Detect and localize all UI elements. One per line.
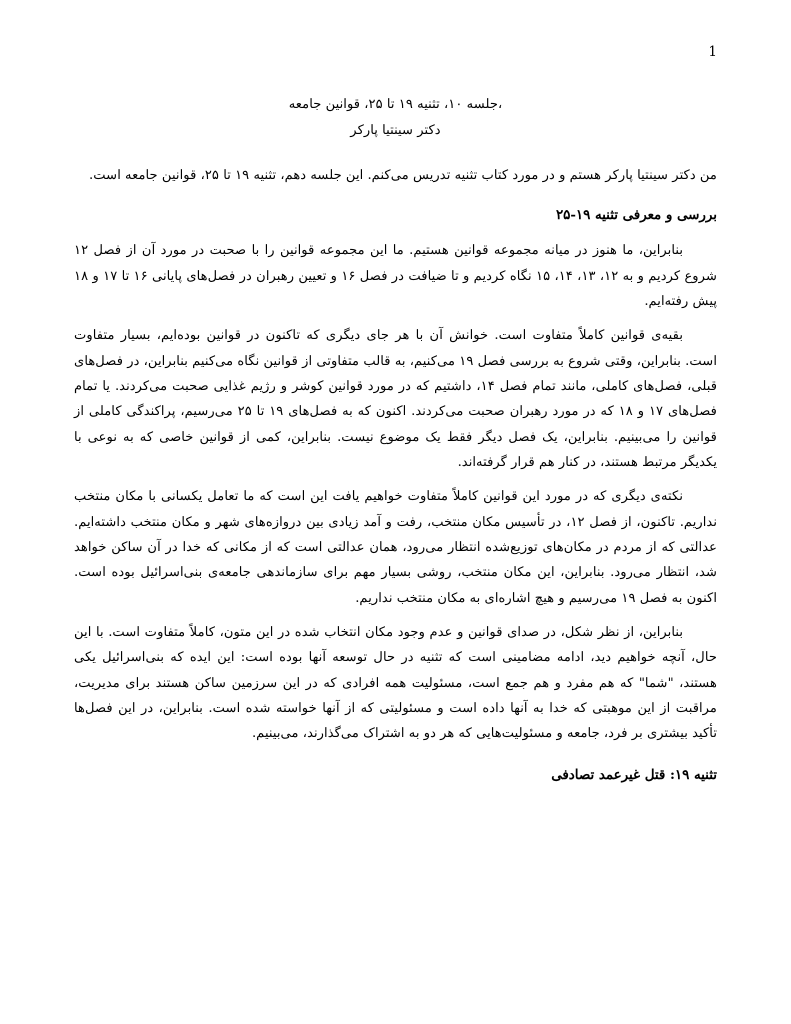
paragraph-spacer	[74, 475, 717, 484]
paragraph-1: بنابراین، ما هنوز در میانه مجموعه قوانین هستیم. ما این مجموعه قوانین را با صحبت در مورد آن از فصل ۱۲ شروع کردیم و به ۱۲، ۱۳، ۱۴، ۱۵ نگاه کردیم و تا ضیافت در فصل ۱۶ و تعیین رهبران در فصل‌های پایانی ۱۶ تا ۱۷ و ۱۸ پیش رفته‌ایم.	[74, 243, 718, 309]
intro-paragraph: من دکتر سینتیا پارکر هستم و در مورد کتاب تثنیه تدریس می‌کنم. این جلسه دهم، تثنیه ۱۹ تا ۲۵، قوانین جامعه است.	[89, 168, 717, 184]
paragraph-4: بنابراین، از نظر شکل، در صدای قوانین و عدم وجود مکان انتخاب شده در این متون، کاملاً متفاوت است. با این حال، آنچه خواهیم دید، ادامه مضامینی است که تثنیه در حال توسعه آنها بوده است: این ایده که بنی‌اسرائیل یکی هستند، "شما" که هم مفرد و هم جمع است، مسئولیت همه افرادی که در این سرزمین ساکن هستند برای مدیریت، مراقبت از این موهبتی که خدا به آنها داده است و مسئولیتی که از آنها خواسته شده است. بنابراین، در این فصل‌ها تأکید بیشتری بر فرد، جامعه و مسئولیت‌هایی که هر دو به اشتراک می‌گذارند، می‌بینیم.	[74, 625, 717, 742]
document-title-line-2: دکتر سینتیا پارکر	[350, 122, 441, 138]
paragraph-spacer	[74, 611, 717, 620]
section-heading-deuteronomy-19: تثنیه ۱۹: قتل غیرعمد تصادفی	[551, 766, 717, 783]
document-body	[74, 92, 717, 788]
paragraph-3: نکته‌ی دیگری که در مورد این قوانین کاملاً متفاوت خواهیم یافت این است که ما تعامل یکسانی با مکان منتخب نداریم. تاکنون، از فصل ۱۲، در تأسیس مکان منتخب، رفت و آمد زیادی بین دروازه‌های شهر و مکان منتخب داشته‌ایم. عدالتی که از مردم در مکان‌های توزیع‌شده انتظار می‌رود، همان عدالتی است که از مکانی که خدا در آن ساکن خواهد شد، انتظار می‌رود. بنابراین، این مکان منتخب، روشی بسیار مهم برای سازماندهی جامعه‌ی بنی‌اسرائیل بوده است. اکنون به فصل ۱۹ می‌رسیم و هیچ اشاره‌ای به مکان منتخب نداریم.	[74, 489, 717, 606]
section-heading-review: بررسی و معرفی تثنیه ۱۹-۲۵	[555, 206, 717, 223]
page-number: 1	[708, 44, 717, 60]
paragraph-2: بقیه‌ی قوانین کاملاً متفاوت است. خوانش آن با هر جای دیگری که تاکنون در قوانین بوده‌ایم، بسیار متفاوت است. بنابراین، وقتی شروع به بررسی فصل ۱۹ می‌کنیم، به قالب متفاوتی از قوانین نگاه می‌کنیم بنابراین، در فصل‌های قبلی، فصل‌های کاملی، مانند تمام فصل ۱۴، داشتیم که در مورد قوانین کوشر و رژیم غذایی صحبت می‌کردند. یا تمام فصل‌های ۱۷ و ۱۸ که در مورد رهبران صحبت می‌کردند. اکنون که به فصل‌های ۱۹ تا ۲۵ می‌رسیم، پراکندگی کاملی از قوانین را می‌بینیم. بنابراین، یک فصل دیگر فقط یک موضوع نیست. بنابراین، کمی از قوانین خاصی که به نوعی با یکدیگر مرتبط هستند، در کنار هم قرار گرفته‌اند.	[74, 328, 718, 471]
document-title-line-1: ،جلسه ۱۰، تثنیه ۱۹ تا ۲۵، قوانین جامعه	[288, 97, 503, 112]
paragraph-spacer	[74, 314, 717, 323]
